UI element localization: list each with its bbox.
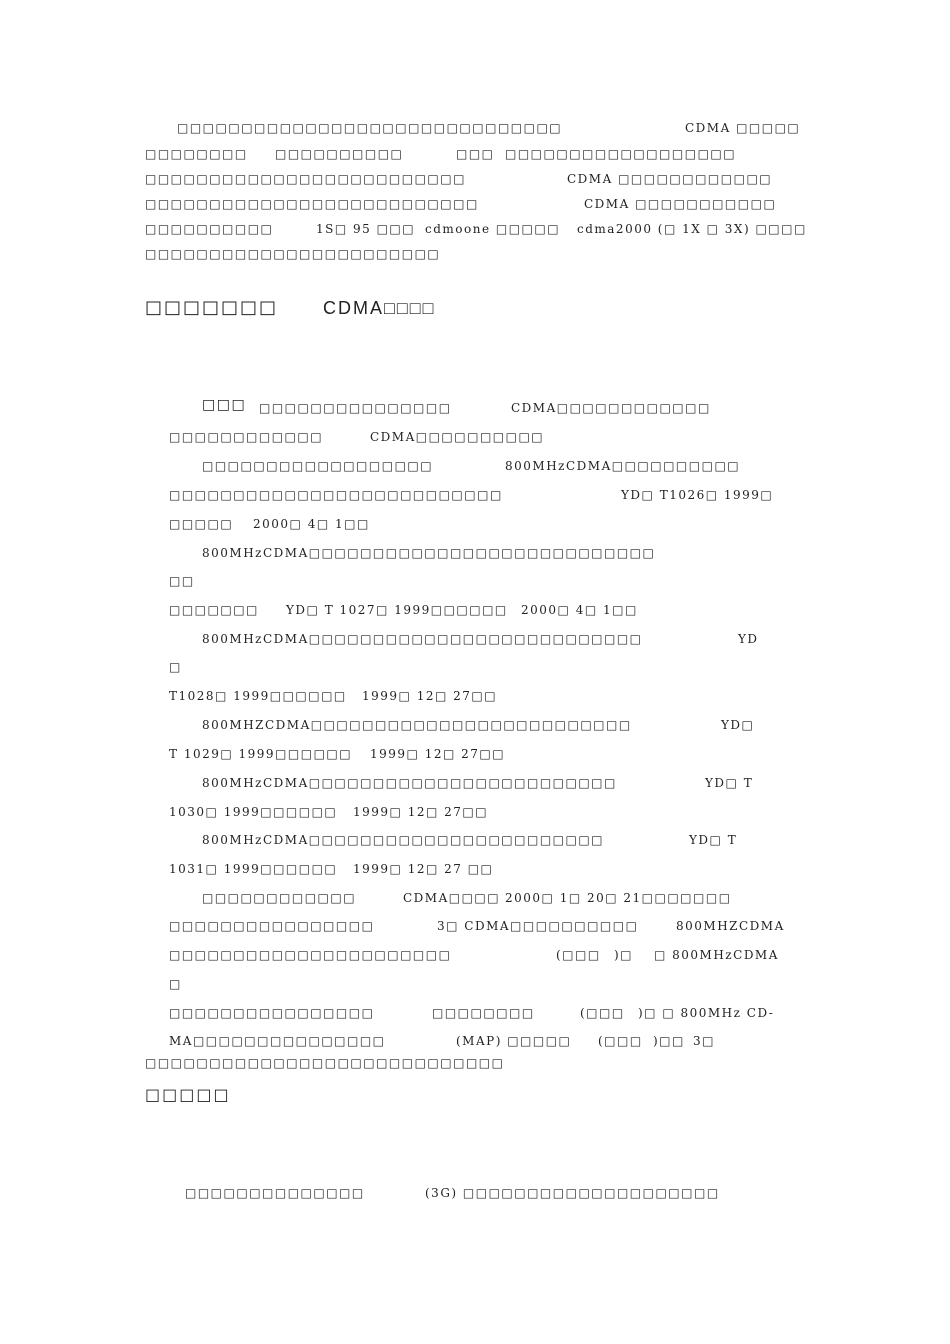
text-line: □□□□□□□□□□□□□□□ (259, 401, 452, 415)
text-line: □□□ (202, 397, 247, 413)
text-line: □□□□□□□□ (145, 147, 248, 161)
text-line: □□□□□□□□□□□□□□□□□□□□□□□□□□ (145, 197, 479, 211)
text-line: (MAP) □□□□□ (456, 1034, 572, 1048)
text-line: □ (169, 660, 182, 674)
text-line: □□□□□□□□□□□□□□□□□□ (505, 147, 737, 161)
text-line: □□ (169, 574, 195, 588)
text-line: (□□□ (598, 1034, 643, 1048)
text-line: cdmoone □□□□□ (425, 222, 561, 236)
text-line: )□□ (653, 1034, 685, 1048)
text-line: 1031□ 1999□□□□□□ (169, 862, 338, 876)
text-line: 2000□ 1□ 20□ 21□□□□□□□ (505, 891, 732, 905)
text-line: □□□□□□□□ (432, 1006, 535, 1020)
text-line: □□□□□□□□□□□□□□□□□□□□□□□ (145, 247, 441, 261)
text-line: CDMA □□□□□ (685, 121, 801, 135)
text-line: □□□□□□□ (169, 603, 259, 617)
text-line: MA□□□□□□□□□□□□□□□ (169, 1034, 386, 1048)
text-line: 800MHzCDMA□□□□□□□□□□□□□□□□□□□□□□□□□□□ (202, 546, 656, 560)
text-line: T1028□ 1999□□□□□□ (169, 689, 347, 703)
text-line: (3G) □□□□□□□□□□□□□□□□□□□□ (425, 1186, 720, 1200)
text-line: CDMA □□□□□□□□□□□ (584, 197, 777, 211)
text-line: 3□ CDMA□□□□□□□□□□ (437, 919, 639, 933)
text-line: 1030□ 1999□□□□□□ (169, 805, 338, 819)
text-line: □ (169, 977, 182, 991)
text-line: )□ (614, 948, 634, 962)
text-line: □□□□□□□□□□□□□□□□ (169, 919, 375, 933)
text-line: 800MHzCDMA□□□□□□□□□□□□□□□□□□□□□□□□ (202, 776, 617, 790)
heading-text: CDMA□□□□ (323, 298, 436, 318)
text-line: (□□□ (556, 948, 601, 962)
text-line: CDMA□□□□ (403, 891, 501, 905)
text-line: □□□□□□□□□□ (275, 147, 404, 161)
text-line: cdma2000 (□ 1X □ 3X) □□□□ (577, 222, 807, 236)
text-line: 800MHZCDMA□□□□□□□□□□□□□□□□□□□□□□□□□ (202, 718, 632, 732)
text-line: CDMA□□□□□□□□□□□□ (511, 401, 711, 415)
text-line: □□□□□□□□□□□□ (202, 891, 357, 905)
text-line: 800MHzCDMA□□□□□□□□□□□□□□□□□□□□□□□□□□ (202, 632, 643, 646)
text-line: 1999□ 12□ 27 □□ (353, 862, 494, 876)
text-line: 2000□ 4□ 1□□ (253, 517, 370, 531)
text-line: 2000□ 4□ 1□□ (521, 603, 638, 617)
text-line: □□□□□□□□□□□□□□□□□□□□□□□□□□ (169, 488, 503, 502)
text-line: )□ □ 800MHz CD- (638, 1006, 775, 1020)
text-line: 800MHzCDMA□□□□□□□□□□□□□□□□□□□□□□□ (202, 833, 605, 847)
text-line: CDMA□□□□□□□□□□ (370, 430, 545, 444)
text-line: YD□ T (705, 776, 754, 790)
text-line: YD□ T1026□ 1999□ (621, 488, 774, 502)
text-line: (□□□ (580, 1006, 625, 1020)
text-line: □□□□□□□□□□□□□□□□□□□□□□□□□□□□□□ (177, 121, 563, 135)
text-line: 1999□ 12□ 27□□ (353, 805, 489, 819)
text-line: YD□ T 1027□ 1999□□□□□□ (286, 603, 508, 617)
text-line: YD□ (721, 718, 755, 732)
text-line: 800MHzCDMA□□□□□□□□□□ (505, 459, 741, 473)
text-line: □ 800MHzCDMA (654, 948, 779, 962)
text-line: CDMA □□□□□□□□□□□□ (567, 172, 773, 186)
text-line: 1999□ 12□ 27□□ (362, 689, 498, 703)
text-line: □□□□□□□□□□□□□□ (185, 1186, 365, 1200)
text-line: YD (738, 632, 759, 646)
section-heading: □□□□□ (145, 1085, 231, 1104)
text-line: □□□□□□□□□□□□ (169, 430, 324, 444)
text-line: □□□ (456, 147, 495, 161)
text-line: T 1029□ 1999□□□□□□ (169, 747, 353, 761)
text-line: YD□ T (689, 833, 738, 847)
text-line: 3□ (693, 1034, 715, 1048)
text-line: □□□□□□□□□□ (145, 222, 274, 236)
text-line: □□□□□□□□□□□□□□□□□□□□□□□□□□□□ (145, 1056, 505, 1070)
text-line: □□□□□□□□□□□□□□□□ (169, 1006, 375, 1020)
text-line: 1S□ 95 □□□ (316, 222, 416, 236)
text-line: □□□□□ (169, 517, 234, 531)
text-line: □□□□□□□□□□□□□□□□□□ (202, 459, 434, 473)
text-line: □□□□□□□□□□□□□□□□□□□□□□ (169, 948, 452, 962)
text-line: □□□□□□□□□□□□□□□□□□□□□□□□□ (145, 172, 466, 186)
text-line: 1999□ 12□ 27□□ (370, 747, 506, 761)
heading-text: □□□□□□□ (145, 297, 279, 318)
text-line: 800MHZCDMA (676, 919, 785, 933)
